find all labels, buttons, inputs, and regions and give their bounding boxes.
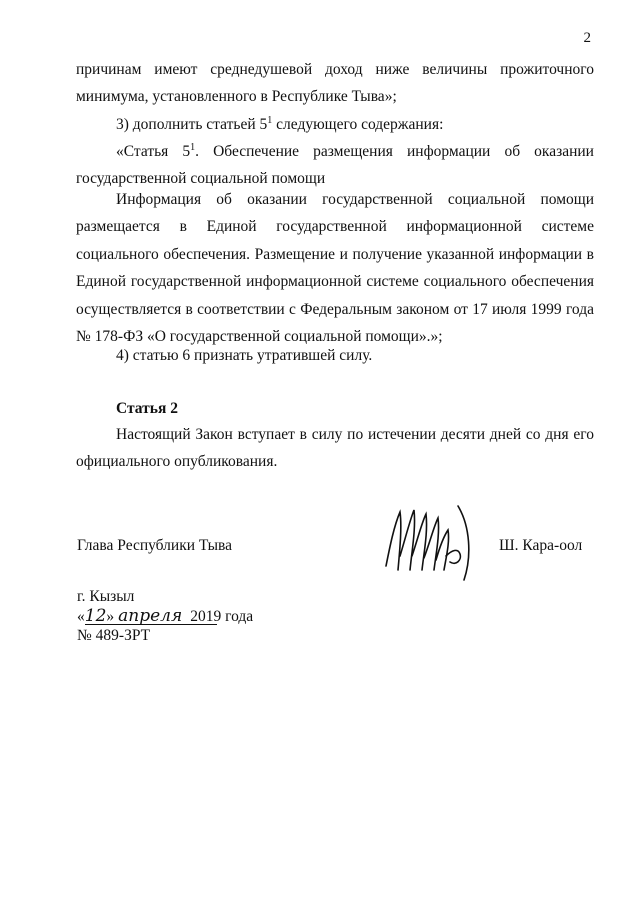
city: г. Кызыл xyxy=(77,588,135,605)
date-year: 2019 года xyxy=(190,608,254,625)
article-5-1-title-start: «Статья 5 xyxy=(116,143,191,160)
paragraph-amendment-4: 4) статью 6 признать утратившей силу. xyxy=(116,347,373,364)
signatory-position: Глава Республики Тыва xyxy=(77,537,233,554)
amendment-3-text-end: следующего содержания: xyxy=(272,116,444,133)
law-number: № 489-ЗРТ xyxy=(77,627,151,644)
paragraph-continuation: причинам имеют среднедушевой доход ниже величины прожиточного минимума, установленного в Республике Тыва»; xyxy=(76,61,594,106)
date-quote-open: « xyxy=(77,608,85,625)
date-day-handwritten: 12 xyxy=(84,606,107,626)
amendment-3-text-start: 3) дополнить статьей 5 xyxy=(116,116,268,133)
date-quote-close: » xyxy=(106,608,115,625)
date-line xyxy=(77,606,253,626)
article-5-1-heading xyxy=(76,138,594,193)
article-5-1-body: Информация об оказании государственной социальной помощи размещается в Единой государственной информационной системе социального обеспечения. Размещение и получение указанной информации в Единой государственной информационной системе социального обеспечения осуществляется в соответствии с Федеральным законом от 17 июля 1999 года № 178-ФЗ «О государственной социальной помощи».»; xyxy=(76,191,594,346)
page-number: 2 xyxy=(583,30,591,46)
date-month-handwritten: апреля xyxy=(118,606,183,626)
article-2-heading: Статья 2 xyxy=(116,400,178,417)
paragraph-amendment-3 xyxy=(76,111,594,138)
signatory-name: Ш. Кара-оол xyxy=(499,537,583,554)
handwritten-signature xyxy=(380,496,478,584)
article-2-body: Настоящий Закон вступает в силу по истечении десяти дней со дня его официального опубликования. xyxy=(76,426,594,471)
superscript: 1 xyxy=(267,114,273,126)
date-underline xyxy=(85,624,217,625)
superscript: 1 xyxy=(190,141,196,153)
article-5-1-title-end: . Обеспечение размещения информации об оказании государственной социальной помощи xyxy=(76,143,594,188)
